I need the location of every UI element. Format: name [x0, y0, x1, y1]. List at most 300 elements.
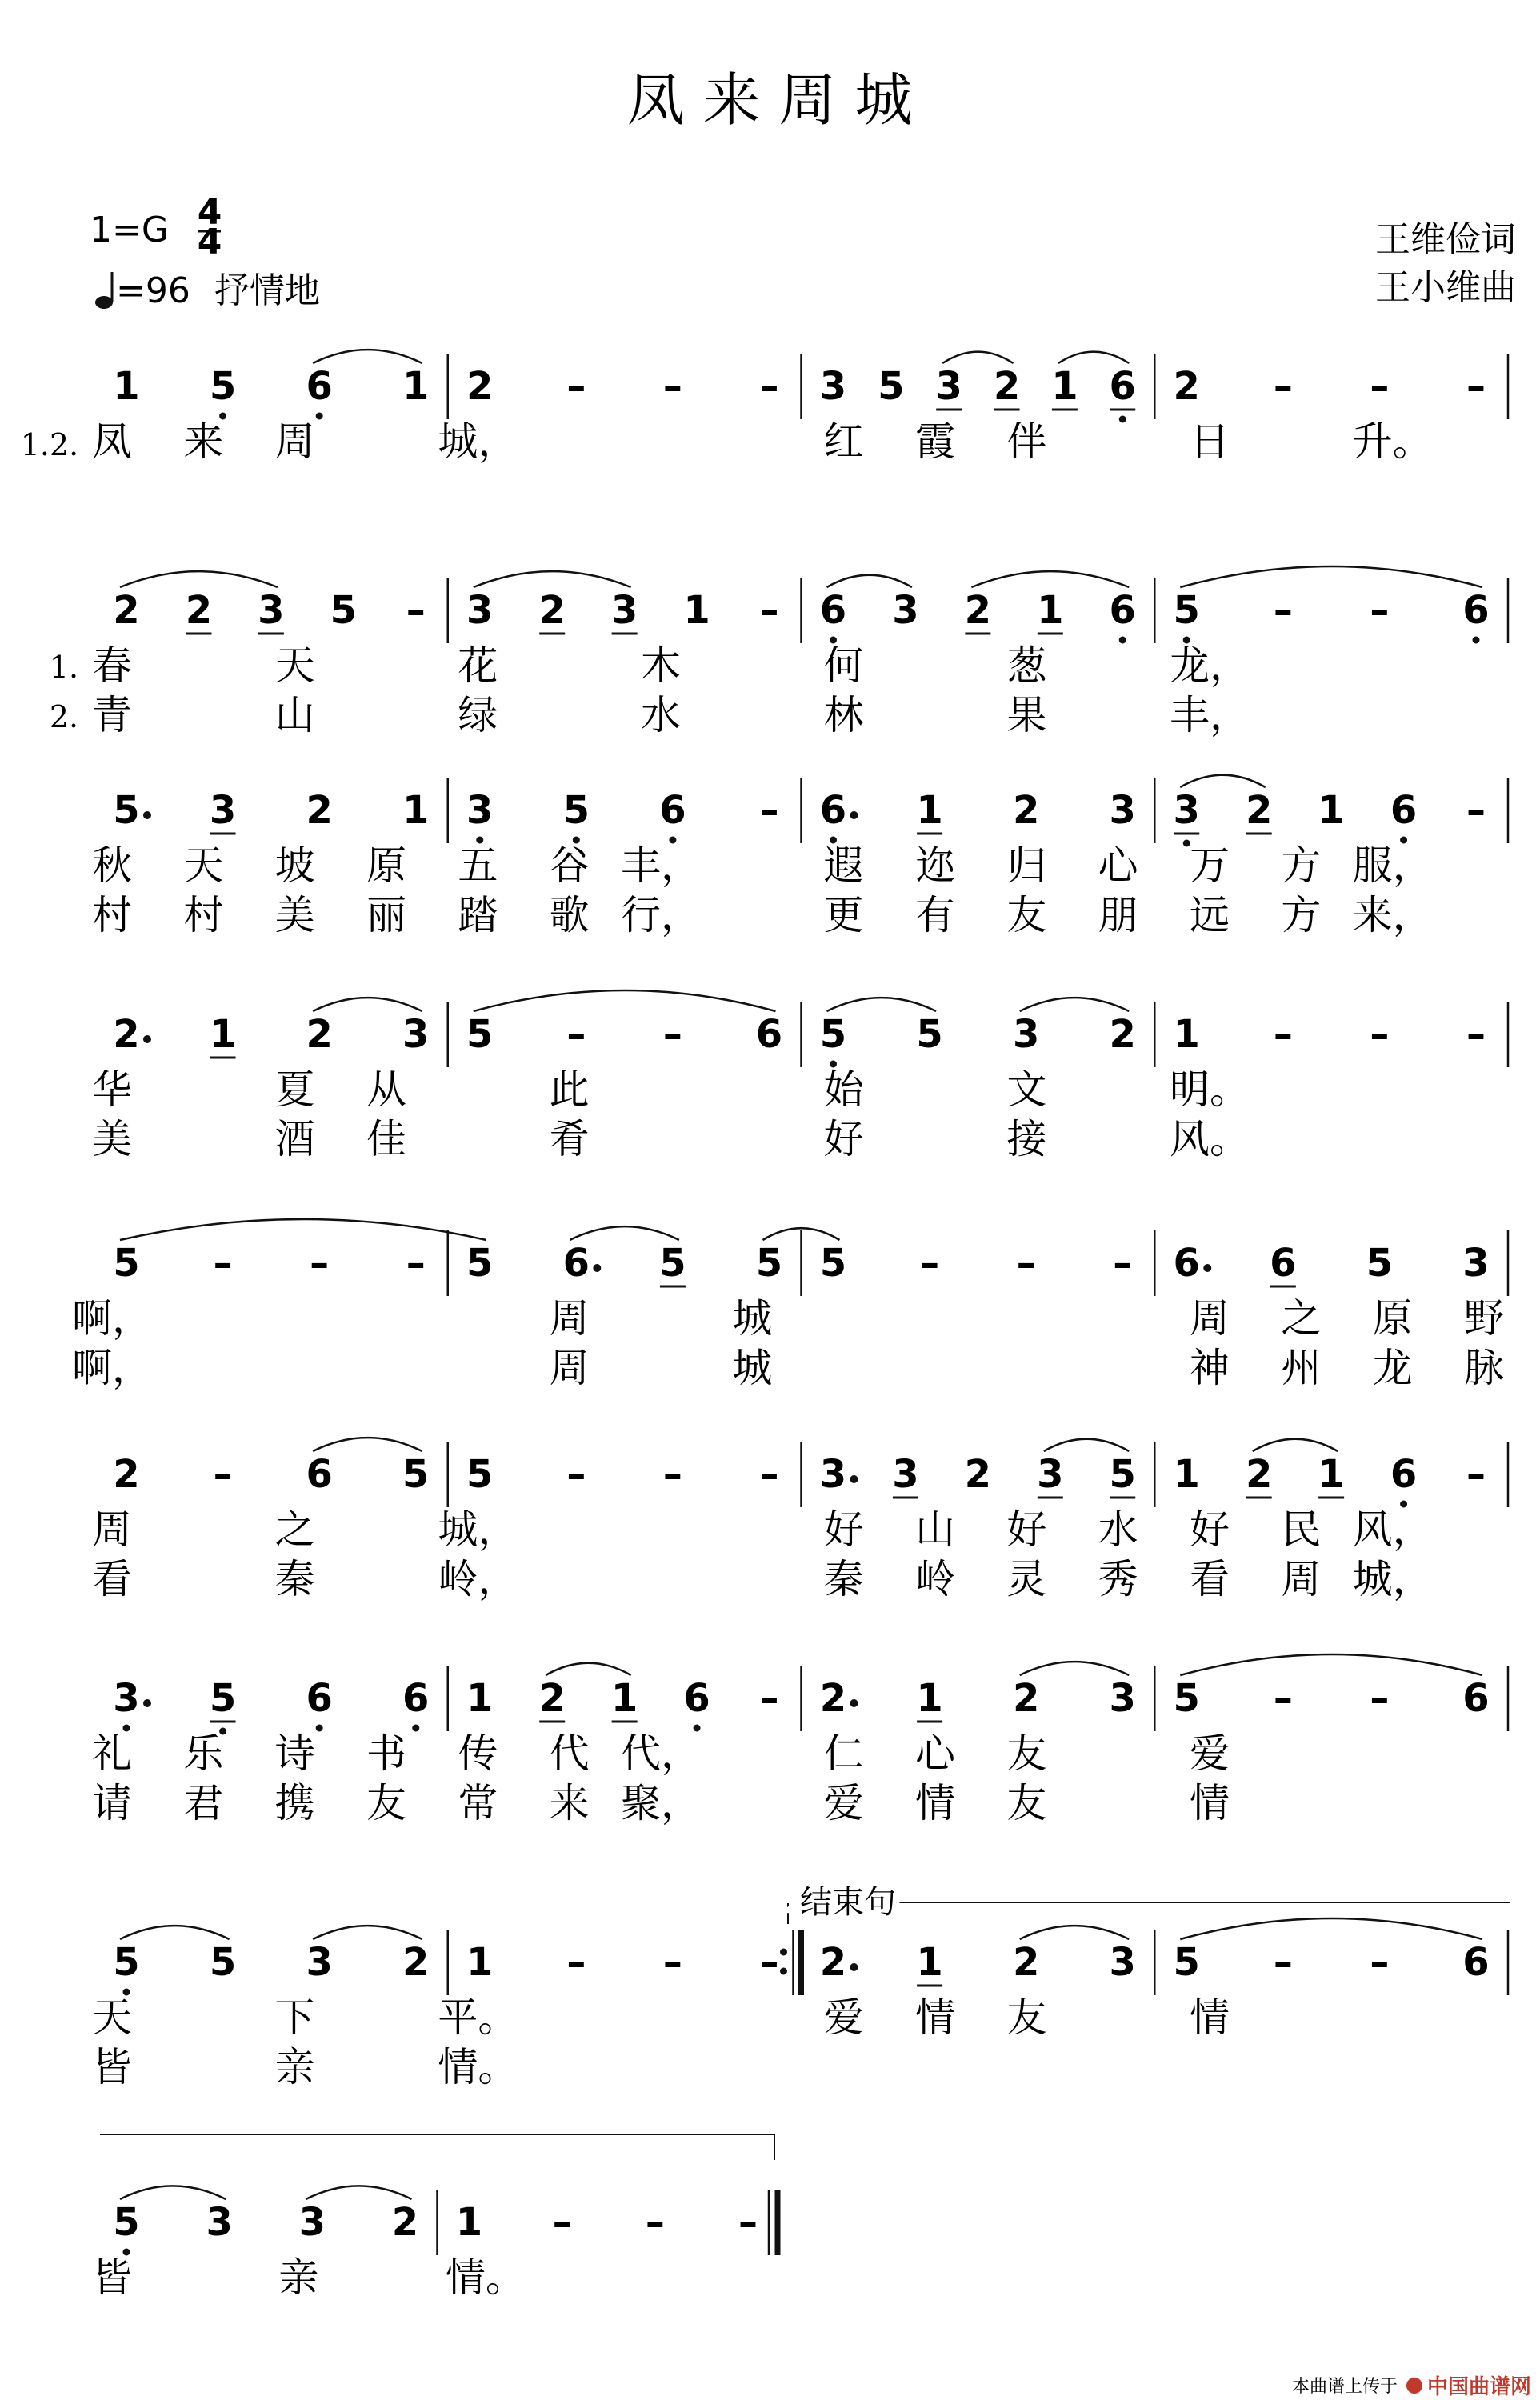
- lyric-syllable: 周: [92, 1506, 132, 1553]
- note: 6: [1462, 1940, 1490, 1985]
- slur: [1180, 1654, 1482, 1675]
- duration-dot: [143, 1699, 151, 1707]
- note: 3: [113, 1676, 140, 1721]
- slur: [971, 571, 1129, 587]
- slur: [1180, 1918, 1482, 1939]
- lyric-syllable: 之: [1281, 1295, 1322, 1342]
- lyric-syllable: 友: [1006, 892, 1047, 938]
- lyric-syllable: 始: [823, 1066, 864, 1113]
- lyric-syllable: 木: [641, 642, 681, 689]
- note: 6: [819, 588, 847, 633]
- note: 2: [402, 1940, 430, 1985]
- note: 3: [819, 1452, 847, 1497]
- note: 6: [683, 1676, 710, 1721]
- lyric-syllable: 天: [274, 642, 315, 689]
- note: 1: [402, 364, 430, 409]
- lyric-syllable: 此: [549, 1066, 590, 1113]
- note: 3: [206, 2200, 233, 2245]
- lyric-syllable: 好: [1190, 1506, 1230, 1553]
- lyric-syllable: 村: [183, 892, 224, 938]
- lyric-syllable: 万: [1190, 842, 1230, 889]
- lyric-syllable: 岭，: [438, 1556, 518, 1602]
- lyric-syllable: 村: [92, 892, 132, 938]
- low-octave-dot: [1119, 416, 1126, 423]
- score-systems: [21, 350, 1508, 2301]
- lyric-syllable: 夏: [274, 1066, 315, 1113]
- note: 3: [466, 588, 494, 633]
- lyric-syllable: 美: [92, 1116, 132, 1162]
- note: –: [759, 1452, 779, 1497]
- note: –: [552, 2200, 572, 2245]
- lyric-syllable: 原: [366, 842, 406, 889]
- note: –: [759, 588, 779, 633]
- lyric-syllable: 皆: [92, 2254, 132, 2301]
- note: 2: [1245, 1452, 1273, 1497]
- lyric-syllable: 灵: [1006, 1556, 1047, 1602]
- note: 6: [306, 364, 333, 409]
- low-octave-dot: [316, 413, 323, 420]
- lyric-syllable: 秦: [274, 1556, 315, 1602]
- note: –: [1466, 364, 1486, 409]
- note: 3: [466, 788, 494, 833]
- lyric-syllable: 周: [549, 1345, 590, 1391]
- note: –: [1273, 1940, 1293, 1985]
- system-3: [92, 775, 1508, 938]
- lyric-syllable: 霞: [915, 418, 955, 465]
- note: 5: [1173, 1676, 1200, 1721]
- low-octave-dot: [412, 1725, 419, 1732]
- lyric-syllable: 佳: [366, 1116, 406, 1162]
- lyric-syllable: 代，: [621, 1730, 701, 1777]
- lyric-syllable: 君: [183, 1780, 224, 1826]
- expression-mark: 抒情地: [214, 270, 320, 311]
- verse-number: 1.: [49, 650, 79, 685]
- slur: [1180, 775, 1265, 787]
- lyric-syllable: 平。: [438, 1994, 518, 2041]
- note: 3: [892, 588, 919, 633]
- lyric-syllable: 谷: [549, 842, 590, 889]
- note: 1: [1037, 588, 1064, 633]
- tempo-marking: [95, 270, 320, 311]
- note: 5: [819, 1012, 847, 1057]
- lyric-syllable: 酒: [274, 1116, 315, 1162]
- note: 1: [466, 1940, 494, 1985]
- slur: [1180, 566, 1482, 587]
- note: 3: [298, 2200, 326, 2245]
- lyric-syllable: 情。: [438, 2044, 518, 2090]
- note: 3: [1173, 788, 1200, 833]
- lyric-syllable: 城: [732, 1295, 773, 1342]
- note: 5: [466, 1452, 494, 1497]
- note: 6: [306, 1452, 333, 1497]
- note: 6: [1270, 1241, 1297, 1286]
- slur: [306, 2186, 411, 2199]
- note: 5: [113, 2200, 140, 2245]
- note: 1: [1051, 364, 1078, 409]
- lyric-syllable: 从: [366, 1066, 406, 1113]
- note: 3: [892, 1452, 919, 1497]
- lyric-syllable: 代: [549, 1730, 590, 1777]
- note: 3: [402, 1012, 430, 1057]
- quarter-note-icon: [95, 296, 113, 309]
- lyric-syllable: 礼: [92, 1730, 132, 1777]
- lyric-syllable: 友: [366, 1780, 406, 1826]
- note: –: [310, 1241, 330, 1286]
- note: 3: [1037, 1452, 1064, 1497]
- lyric-syllable: 乐: [183, 1730, 224, 1777]
- lyric-syllable: 看: [1190, 1556, 1230, 1602]
- low-octave-dot: [316, 1725, 323, 1732]
- lyric-syllable: 五: [458, 842, 498, 889]
- note: 5: [819, 1241, 847, 1286]
- lyric-syllable: 秋: [92, 842, 132, 889]
- lyric-syllable: 肴: [549, 1116, 590, 1162]
- slur: [313, 1438, 422, 1451]
- lyric-syllable: 有: [915, 892, 955, 938]
- duration-dot: [850, 1963, 858, 1971]
- lyric-syllable: 踏: [458, 892, 498, 938]
- note: 2: [1245, 788, 1273, 833]
- note: –: [406, 588, 426, 633]
- note: 2: [113, 1012, 140, 1057]
- lyric-syllable: 周: [1281, 1556, 1322, 1602]
- lyric-syllable: 丽: [366, 892, 406, 938]
- verse-number: 2.: [49, 699, 79, 734]
- duration-dot: [1203, 1264, 1211, 1272]
- lyric-syllable: 丰，: [1170, 692, 1250, 738]
- lyric-syllable: 城: [732, 1345, 773, 1391]
- note: 2: [391, 2200, 419, 2245]
- note: –: [1113, 1241, 1133, 1286]
- note: –: [1466, 1012, 1486, 1057]
- note: 3: [819, 364, 847, 409]
- note: –: [1370, 588, 1390, 633]
- lyric-syllable: 水: [1098, 1506, 1138, 1553]
- note: –: [1016, 1241, 1036, 1286]
- note: 2: [993, 364, 1021, 409]
- lyric-syllable: 方: [1281, 892, 1322, 938]
- ending-label: 结束句: [800, 1884, 896, 1921]
- note: 2: [1012, 1676, 1040, 1721]
- lyric-syllable: 美: [274, 892, 315, 938]
- note: 5: [466, 1241, 494, 1286]
- system-7: [92, 1654, 1508, 1826]
- note: 2: [964, 588, 992, 633]
- lyric-syllable: 朋: [1098, 892, 1138, 938]
- note: 3: [1109, 788, 1136, 833]
- note: –: [1370, 1676, 1390, 1721]
- lyric-syllable: 明。: [1170, 1066, 1250, 1113]
- note: 3: [306, 1940, 333, 1985]
- lyric-syllable: 民: [1281, 1506, 1322, 1553]
- note: 1: [466, 1676, 494, 1721]
- lyric-syllable: 城，: [438, 418, 518, 465]
- lyric-syllable: 秦: [823, 1556, 864, 1602]
- note: 5: [113, 1940, 140, 1985]
- duration-dot: [850, 1475, 858, 1483]
- lyric-syllable: 好: [823, 1506, 864, 1553]
- lyric-syllable: 龙，: [1170, 642, 1250, 689]
- time-top: 4: [197, 192, 222, 233]
- note: 2: [1012, 1940, 1040, 1985]
- note: 5: [755, 1241, 783, 1286]
- lyric-syllable: 州: [1281, 1345, 1322, 1391]
- duration-dot: [143, 1035, 151, 1043]
- lyric-syllable: 丰，: [621, 842, 701, 889]
- slur: [120, 2186, 226, 2199]
- lyric-syllable: 何: [823, 642, 864, 689]
- duration-dot: [850, 1699, 858, 1707]
- lyric-syllable: 迩: [915, 842, 955, 889]
- note: –: [1466, 1452, 1486, 1497]
- lyric-syllable: 野: [1464, 1295, 1504, 1342]
- lyric-syllable: 来，: [1352, 892, 1433, 938]
- slur: [313, 998, 422, 1011]
- lyric-syllable: 神: [1190, 1345, 1230, 1391]
- low-octave-dot: [1473, 637, 1480, 644]
- note: –: [213, 1241, 233, 1286]
- note: 6: [562, 1241, 590, 1286]
- note: –: [759, 788, 779, 833]
- note: 5: [466, 1012, 494, 1057]
- note: –: [566, 364, 586, 409]
- note: 6: [1462, 1676, 1490, 1721]
- lyric-syllable: 城，: [438, 1506, 518, 1553]
- note: 2: [819, 1676, 847, 1721]
- note: 3: [1462, 1241, 1490, 1286]
- lyric-syllable: 情: [915, 1780, 955, 1826]
- note: 2: [964, 1452, 992, 1497]
- lyric-syllable: 青: [92, 692, 132, 738]
- lyric-syllable: 天: [92, 1994, 132, 2041]
- note: 5: [402, 1452, 430, 1497]
- note: 5: [659, 1241, 686, 1286]
- lyric-syllable: 来: [183, 418, 224, 465]
- lyric-syllable: 华: [92, 1066, 132, 1113]
- lyric-syllable: 凤: [92, 418, 132, 465]
- note: 6: [819, 788, 847, 833]
- lyric-syllable: 行，: [621, 892, 701, 938]
- note: –: [1370, 1940, 1390, 1985]
- system-2: [50, 566, 1508, 738]
- lyric-syllable: 春: [92, 642, 132, 689]
- slur: [120, 1926, 230, 1939]
- note: 1: [610, 1676, 638, 1721]
- note: 6: [1109, 588, 1136, 633]
- note: 5: [1173, 1940, 1200, 1985]
- footer-text: 本曲谱上传于: [1292, 2377, 1398, 2397]
- lyric-syllable: 周: [274, 418, 315, 465]
- lyric-syllable: 更: [823, 892, 864, 938]
- slur: [313, 350, 422, 363]
- note: 3: [1109, 1676, 1136, 1721]
- lyric-syllable: 城，: [1352, 1556, 1433, 1602]
- lyric-syllable: 啊，: [72, 1295, 152, 1342]
- lyric-syllable: 山: [915, 1506, 955, 1553]
- lyric-syllable: 情。: [445, 2254, 526, 2301]
- lyric-syllable: 爱: [1190, 1730, 1230, 1777]
- note: 1: [683, 588, 710, 633]
- lyric-syllable: 请: [92, 1780, 132, 1826]
- note: 5: [330, 588, 358, 633]
- lyric-syllable: 绿: [458, 692, 498, 738]
- note: 3: [209, 788, 237, 833]
- slur: [827, 575, 912, 587]
- slur: [120, 1219, 486, 1240]
- lyric-syllable: 葱: [1006, 642, 1047, 689]
- lyric-syllable: 情: [915, 1994, 955, 2041]
- lyric-syllable: 日: [1190, 418, 1230, 465]
- lyric-syllable: 周: [1190, 1295, 1230, 1342]
- note: –: [662, 364, 682, 409]
- lyric-syllable: 下: [274, 1994, 315, 2041]
- site-logo-icon: [1406, 2378, 1422, 2394]
- note: 2: [1109, 1012, 1136, 1057]
- note: 3: [1012, 1012, 1040, 1057]
- slur: [1020, 1926, 1130, 1939]
- note: 6: [1390, 1452, 1418, 1497]
- lyric-syllable: 爱: [823, 1994, 864, 2041]
- lyric-syllable: 传: [458, 1730, 498, 1777]
- slur: [570, 1226, 679, 1240]
- footer-logo: 中国曲谱网: [1427, 2375, 1532, 2399]
- note: 6: [659, 788, 686, 833]
- lyric-syllable: 诗: [274, 1730, 315, 1777]
- lyricist-credit: 王维俭词: [1375, 219, 1516, 260]
- note: 5: [209, 1676, 237, 1721]
- system-5: [72, 1219, 1508, 1391]
- slur: [942, 352, 1013, 363]
- lyric-syllable: 歌: [549, 892, 590, 938]
- note: 3: [1109, 1940, 1136, 1985]
- lyric-syllable: 看: [92, 1556, 132, 1602]
- note: –: [1370, 364, 1390, 409]
- note: –: [1273, 1012, 1293, 1057]
- slur: [474, 990, 776, 1011]
- composer-credit: 王小维曲: [1375, 267, 1516, 308]
- note: 1: [1318, 788, 1345, 833]
- note: 5: [562, 788, 590, 833]
- note: 5: [1366, 1241, 1394, 1286]
- lyric-syllable: 情: [1190, 1994, 1230, 2041]
- key-signature: [90, 192, 222, 262]
- note: 1: [916, 788, 943, 833]
- note: 6: [402, 1676, 430, 1721]
- note: –: [1370, 1012, 1390, 1057]
- note: –: [662, 1940, 682, 1985]
- note: 1: [1173, 1012, 1200, 1057]
- repeat-dot: [780, 1968, 787, 1975]
- system-1: [21, 350, 1508, 465]
- note: –: [738, 2200, 758, 2245]
- lyric-syllable: 林: [823, 692, 864, 738]
- note: –: [1273, 588, 1293, 633]
- system-8: [92, 1918, 1508, 2090]
- note: –: [662, 1012, 682, 1057]
- note: 2: [185, 588, 213, 633]
- note: 5: [1109, 1452, 1136, 1497]
- lyric-syllable: 原: [1372, 1295, 1413, 1342]
- lyric-syllable: 遐: [823, 842, 864, 889]
- lyric-syllable: 岭: [915, 1556, 955, 1602]
- repeat-dot: [780, 1949, 787, 1956]
- note: 5: [113, 788, 140, 833]
- low-octave-dot: [1119, 637, 1126, 644]
- slur: [1058, 352, 1129, 363]
- note: 1: [209, 1012, 237, 1057]
- slur: [313, 1926, 422, 1939]
- duration-dot: [143, 811, 151, 819]
- note: 6: [1109, 364, 1136, 409]
- lyric-syllable: 爱: [823, 1780, 864, 1826]
- lyric-syllable: 升。: [1352, 418, 1433, 465]
- lyric-syllable: 心: [1098, 842, 1138, 889]
- note: –: [566, 1012, 586, 1057]
- lyric-syllable: 亲: [274, 2044, 315, 2090]
- note: 5: [209, 1940, 237, 1985]
- key-label: 1=G: [90, 210, 169, 250]
- note: –: [566, 1452, 586, 1497]
- system-9: [92, 2186, 778, 2301]
- note: 6: [1390, 788, 1418, 833]
- note: 1: [455, 2200, 483, 2245]
- note: 5: [916, 1012, 943, 1057]
- duration-dot: [593, 1264, 601, 1272]
- note: –: [213, 1452, 233, 1497]
- slur: [1020, 1662, 1130, 1675]
- lyric-syllable: 伴: [1006, 418, 1047, 465]
- system-4: [92, 990, 1508, 1162]
- lyric-syllable: 好: [823, 1116, 864, 1162]
- slur: [1253, 1439, 1338, 1451]
- note: –: [920, 1241, 940, 1286]
- note: 6: [755, 1012, 783, 1057]
- lyric-syllable: 情: [1190, 1780, 1230, 1826]
- note: 1: [916, 1940, 943, 1985]
- slur: [827, 998, 937, 1011]
- lyric-syllable: 友: [1006, 1780, 1047, 1826]
- lyric-syllable: 龙: [1372, 1345, 1413, 1391]
- note: 6: [1173, 1241, 1200, 1286]
- note: 1: [1318, 1452, 1345, 1497]
- lyric-syllable: 友: [1006, 1994, 1047, 2041]
- footer-watermark: [1292, 2375, 1531, 2399]
- note: –: [759, 1676, 779, 1721]
- page-title: 凤 来 周 城: [626, 66, 913, 134]
- note: –: [662, 1452, 682, 1497]
- note: 2: [113, 588, 140, 633]
- lyric-syllable: 花: [458, 642, 498, 689]
- lyric-syllable: 来: [549, 1780, 590, 1826]
- note: 5: [878, 364, 905, 409]
- note: 2: [1173, 364, 1200, 409]
- lyric-syllable: 果: [1006, 692, 1047, 738]
- note: 3: [935, 364, 962, 409]
- lyric-syllable: 仁: [823, 1730, 864, 1777]
- lyric-syllable: 心: [915, 1730, 955, 1777]
- lyric-syllable: 书: [366, 1730, 406, 1777]
- lyric-syllable: 脉: [1464, 1345, 1504, 1391]
- note: 6: [306, 1676, 333, 1721]
- lyric-syllable: 水: [641, 692, 681, 738]
- lyric-syllable: 秀: [1098, 1556, 1138, 1602]
- note: 2: [306, 1012, 333, 1057]
- verse-number: 1.2.: [20, 427, 79, 462]
- lyric-syllable: 服，: [1352, 842, 1433, 889]
- note: 2: [113, 1452, 140, 1497]
- lyric-syllable: 坡: [274, 842, 315, 889]
- time-bottom: 4: [197, 222, 222, 262]
